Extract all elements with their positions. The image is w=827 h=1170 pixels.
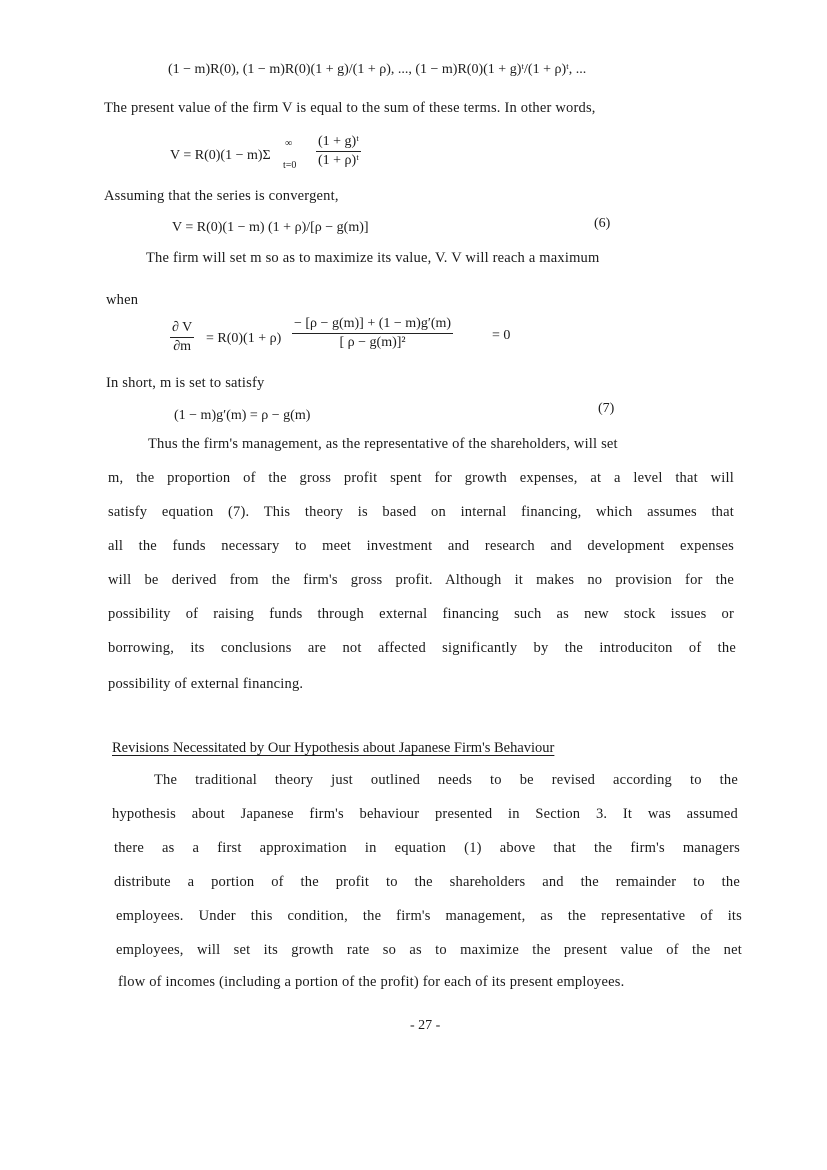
equation-6: V = R(0)(1 − m) (1 + ρ)/[ρ − g(m)] [172, 220, 369, 235]
discount-denominator: (1 + ρ)ᵗ [318, 153, 359, 168]
paragraph-1-line: borrowing, its conclusions are not affected significantly by the introduciton of the [108, 640, 736, 656]
derivative-fraction-denominator: [ ρ − g(m)]² [339, 335, 406, 350]
growth-discount-fraction [316, 134, 361, 169]
sum-upper-limit: ∞ [285, 138, 293, 149]
paragraph-1-line: possibility of raising funds through external financing such as new stock issues or [108, 606, 734, 622]
paragraph-2-line: employees. Under this condition, the firm's management, as the representative of its [116, 908, 742, 924]
paragraph-2-line: The traditional theory just outlined needs to be revised according to the [154, 772, 738, 788]
equation-6-number: (6) [594, 216, 611, 231]
paragraph-2-line: there as a first approximation in equation (1) above that the firm's managers [114, 840, 740, 856]
paragraph-2-line: flow of incomes (including a portion of the profit) for each of its present employees. [118, 974, 625, 990]
maximize-sentence-text: The firm will set m so as to maximize its value, V. V will reach a maximum [146, 250, 600, 266]
paragraph-2-line: employees, will set its growth rate so as to maximize the present value of the net [116, 942, 742, 958]
paragraph-1-line: all the funds necessary to meet investment and research and development expenses [108, 538, 734, 554]
equation-7: (1 − m)g′(m) = ρ − g(m) [174, 408, 311, 423]
partial-derivative-denominator: ∂m [173, 339, 192, 354]
convergence-sentence: Assuming that the series is convergent, [104, 188, 339, 204]
in-short-sentence: In short, m is set to satisfy [106, 375, 265, 391]
paragraph-1-line: m, the proportion of the gross profit spent for growth expenses, at a level that will [108, 470, 734, 486]
income-stream-equation: (1 − m)R(0), (1 − m)R(0)(1 + g)/(1 + ρ), ..., (1 − m)R(0)(1 + g)ᵗ/(1 + ρ)ᵗ, ... [168, 62, 587, 77]
present-value-sentence: The present value of the firm V is equal to the sum of these terms. In other words, [104, 100, 596, 116]
section-heading: Revisions Necessitated by Our Hypothesis about Japanese Firm's Behaviour [112, 740, 555, 756]
paragraph-1-line: possibility of external financing. [108, 676, 304, 692]
paragraph-2-line: distribute a portion of the profit to the shareholders and the remainder to the [114, 874, 740, 890]
paragraph-2-line: hypothesis about Japanese firm's behaviour presented in Section 3. It was assumed [112, 806, 738, 822]
derivative-fraction-numerator: − [ρ − g(m)] + (1 − m)g′(m) [292, 316, 453, 334]
value-sum-equation-left: V = R(0)(1 − m)Σ [170, 148, 271, 163]
paragraph-1-line: Thus the firm's management, as the representative of the shareholders, will set [148, 436, 618, 452]
derivative-fraction [292, 316, 453, 351]
paragraph-1-line: satisfy equation (7). This theory is based on internal financing, which assumes that [108, 504, 734, 520]
derivative-equals-zero: = 0 [492, 328, 511, 343]
partial-derivative [170, 320, 194, 355]
partial-derivative-numerator: ∂ V [170, 320, 194, 338]
growth-numerator: (1 + g)ᵗ [316, 134, 361, 152]
page-number: - 27 - [410, 1018, 441, 1033]
paragraph-1-line: will be derived from the firm's gross profit. Although it makes no provision for the [108, 572, 734, 588]
derivative-coefficient: = R(0)(1 + ρ) [206, 331, 282, 346]
equation-7-number: (7) [598, 401, 615, 416]
maximize-sentence [146, 250, 728, 267]
when-word: when [106, 292, 139, 308]
sum-lower-limit: t=0 [283, 160, 297, 171]
